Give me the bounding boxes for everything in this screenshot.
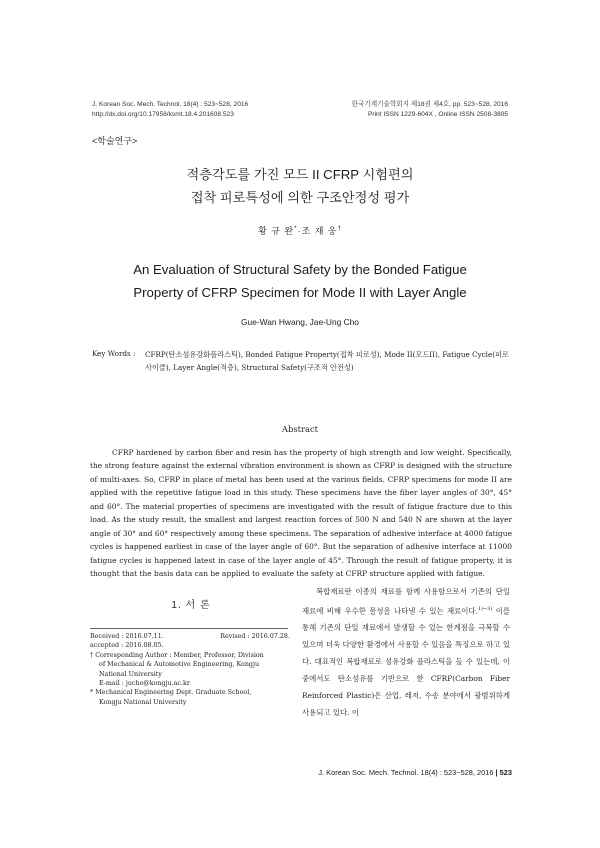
author-1-mark: * [294, 226, 298, 232]
issn-info: Print ISSN 1229-604X , Online ISSN 2508-3805 [367, 110, 508, 118]
reference-marker: 1)~3) [477, 605, 493, 612]
section-tag: <학술연구> [92, 136, 138, 146]
intro-text-part2: 이를 통해 기존의 단일 재료에서 발생할 수 있는 한계점을 극복할 수 있으며 더욱 다양한 환경에서 사용할 수 있음을 특징으로 하고 있다. 대표적인 복합재료로 섬유강화 플라스틱을 들 수 있는데, 이 중에서도 탄소섬유를 기반으로 한 CFRP(Carbon Fiber Reinforced Plastic)은 산업, 레저, 수송 분야에서 광범위하게 사용되고 있다. 이 [302, 606, 510, 717]
accepted-date: accepted : 2016.08.05. [90, 642, 164, 650]
footer-citation: J. Korean Soc. Mech. Technol. 18(4) : 523~528, 2016 [318, 768, 494, 777]
korean-authors [0, 224, 600, 237]
revised-date: Revised : 2016.07.28. [220, 633, 290, 640]
article-notes [90, 632, 290, 707]
abstract-heading: Abstract [281, 424, 319, 434]
korean-title-line2: 접착 피로특성에 의한 구조안정성 평가 [190, 190, 410, 205]
author-2: 조 재 웅 [301, 226, 338, 236]
received-date: Received : 2016.07.11. [90, 633, 164, 640]
section-1-title: 1. 서 론 [171, 600, 211, 611]
korean-title-line1: 적층각도를 가진 모드 II CFRP 시험편의 [186, 167, 414, 182]
journal-citation: J. Korean Soc. Mech. Technol. 18(4) : 523~528, 2016 [92, 101, 249, 108]
author-1: 황 규 완 [258, 226, 295, 236]
corresponding-author-line1: † Corresponding Author : Member, Professor, Division [90, 651, 264, 659]
corresponding-author-line3: National University [99, 670, 162, 678]
member-affiliation-line1: * Mechanical Engineering Dept. Graduate School, [90, 689, 252, 697]
page-number: 523 [499, 768, 512, 777]
doi-link[interactable]: http://dx.doi.org/10.17958/ksmt.18.4.201608.523 [92, 110, 234, 118]
english-title-line1: An Evaluation of Structural Safety by the Bonded Fatigue [133, 262, 467, 277]
journal-citation-korean: 한국기계기술학회지 제18권 제4호, pp. 523~528, 2016 [351, 101, 508, 108]
author-separator: · [297, 226, 302, 236]
keywords-label: Key Words : [92, 349, 136, 358]
english-title-line2: Property of CFRP Specimen for Mode II with Layer Angle [133, 285, 467, 300]
korean-title [0, 163, 600, 209]
intro-text-part1: 복합재료란 이종의 재료를 함께 사용함으로서 기존의 단일 재료에 비해 우수한 물성을 나타낼 수 있는 재료이다. [302, 587, 510, 616]
member-affiliation-line2: Kongju National University [99, 698, 187, 706]
keywords-text: CFRP(탄소섬유강화플라스틱), Bonded Fatigue Property(접착 피로성), Mode II(모드II), Fatigue Cycle(피로 사이클), Layer Angle(적층), Structural Safety(구조적 안전성) [145, 350, 509, 372]
english-title [0, 258, 600, 304]
english-authors: Gue-Wan Hwang, Jae-Ung Cho [241, 317, 359, 327]
corresponding-author-line2: of Mechanical & Automotive Engineering, Kongju [99, 661, 260, 669]
footer-separator: | [495, 768, 498, 777]
introduction-body [302, 584, 510, 722]
footnote-divider [90, 628, 288, 629]
abstract-body: CFRP hardened by carbon fiber and resin has the property of high strength and low weight. Specifically, the strong feature against the external vibration environment is shown as CFRP is designed with the structure of multi-axes. So, CFRP in place of metal has been used at the various fields. CFRP specimens for mode II are applied with the repetitive fatigue load in this study. These specimens have the fiber layer angles of 30°, 45° and 60°. The material properties of specimens are investigated with the result of fatigue fracture due to this load. As the study result, the smallest and largest reaction forces of 500 N and 540 N are shown at the layer angle of 30° and 60° respectively among these specimens. The separation of adhesive interface at 4000 fatigue cycles is happened earliest in case of the layer angle of 60°. But the separation of adhesive interface at 11000 fatigue cycles is happened latest in case of the layer angle of 45°. Through the result of fatigue property, it is thought that the basis data can be applied to evaluate the safety at CFRP structure applied with fatigue. [90, 448, 512, 579]
introduction-paragraph [302, 584, 510, 722]
page-footer [318, 768, 512, 777]
journal-header-right [278, 100, 508, 119]
author-2-mark: † [337, 226, 342, 232]
corresponding-email[interactable]: E-mail : jucho@kongju.ac.kr [99, 680, 190, 688]
